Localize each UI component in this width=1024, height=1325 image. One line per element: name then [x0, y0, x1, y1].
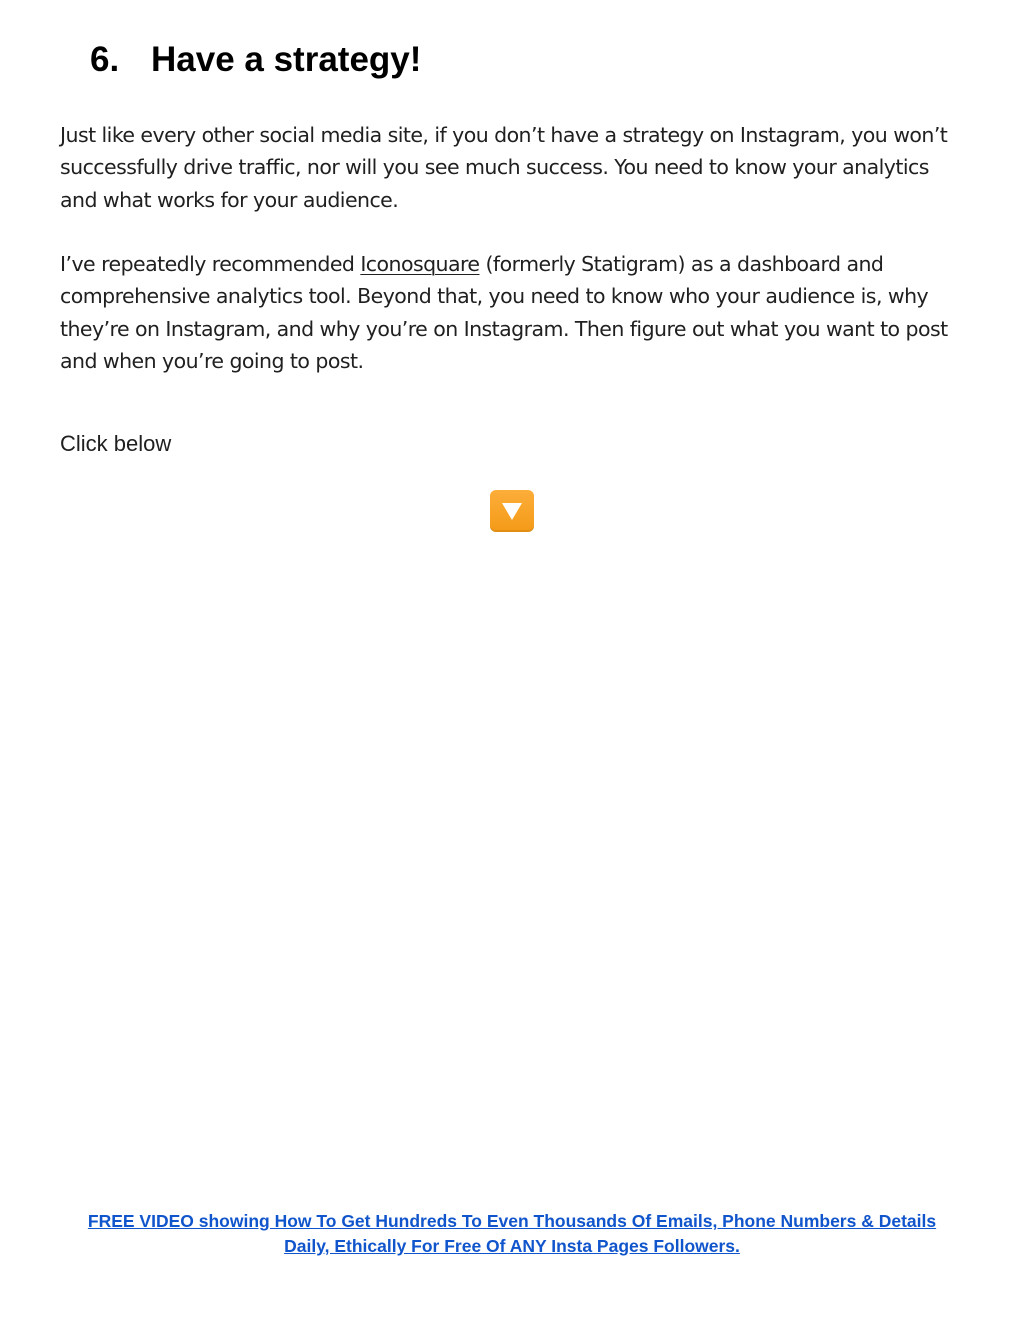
heading-number: 6.: [90, 40, 120, 79]
paragraph-analytics: [60, 248, 970, 377]
paragraph-strategy: Just like every other social media site, if you don’t have a strategy on Instagram, you won’t successfully drive traffic, nor will you see much success. You need to know your analytics and what works for your audience.: [60, 123, 948, 212]
click-below-text: Click below: [60, 431, 172, 456]
free-video-link[interactable]: [40, 1209, 984, 1259]
paragraph-text-after-link: (formerly Statigram) as a dashboard and comprehensive analytics tool. Beyond that, you need to know who your audience is, why they’re on Instagram, and why you’re on Instagram. Then figure out what you want to post and when you’re going to post.: [60, 252, 948, 373]
iconosquare-link[interactable]: Iconosquare: [360, 252, 480, 276]
paragraph-text-before-link: I’ve repeatedly recommended: [60, 252, 361, 276]
free-video-link-line-2: Daily, Ethically For Free Of ANY Insta Pages Followers.: [284, 1236, 740, 1256]
down-arrow-button-icon: [490, 490, 534, 532]
down-triangle-icon: [490, 490, 534, 532]
heading-title: Have a strategy!: [151, 40, 422, 79]
section-heading: [90, 38, 421, 82]
free-video-link-line-1: FREE VIDEO showing How To Get Hundreds To Even Thousands Of Emails, Phone Numbers & Details: [87, 1211, 937, 1231]
